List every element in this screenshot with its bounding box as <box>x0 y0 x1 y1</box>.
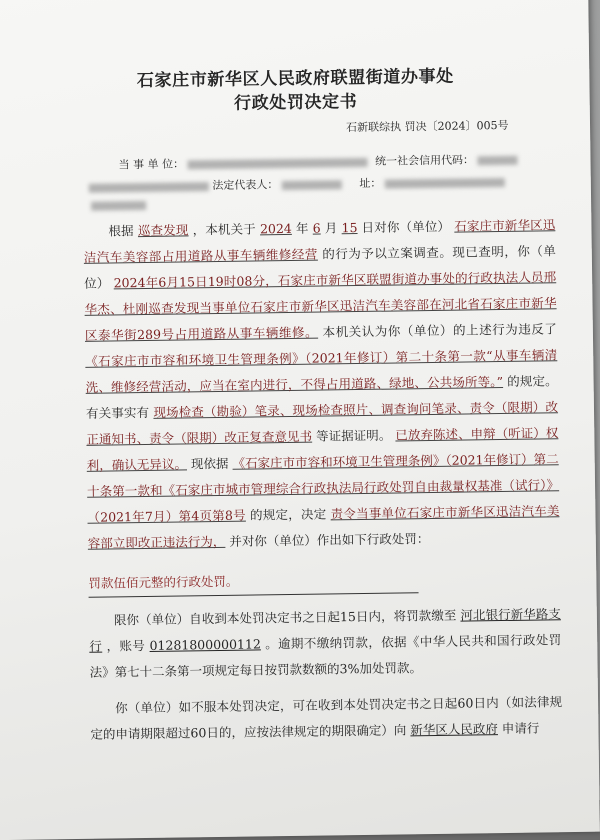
hearing-waiver: 已放弃陈述、申辩（听证）权利，确认无异议。 <box>86 425 559 473</box>
payment-bank: 河北银行新华路支行 <box>89 606 561 654</box>
redacted-credit-code <box>477 155 517 165</box>
redacted-address <box>385 177 505 188</box>
filing-month: 6 <box>312 220 321 236</box>
review-authority: 新华区人民政府 <box>410 721 498 738</box>
investigation-facts: 2024年6月15日19时08分，石家庄市新华区联盟街道办事处的行政执法人员邢华杰、杜刚巡查发现当事单位石家庄市新华区迅洁汽车美容部在河北省石家庄市新华区泰华街289号占用道路从事车辆维修。 <box>84 269 557 343</box>
legal-basis: 《石家庄市市容和环境卫生管理条例》（2021年修订）第二十条第一款和《石家庄市城市管理综合行政执法局行政处罚自由裁量权基准（试行）》（2021年7月）第4页第8号 <box>86 451 560 525</box>
appeal-paragraph: 你（单位）如不服本处罚决定，可在收到本处罚决定书之日起60日内（如法律规定的申请期限超过60日的，应按法律规定的期限确定）向 新华区人民政府 申请行 <box>90 694 563 742</box>
redacted-legal-rep <box>282 180 342 190</box>
document-type-title: 行政处罚决定书 <box>233 92 358 114</box>
evidence-list: 现场检查（勘验）笔录、现场检查照片、调查询问笔录、责令（限期）改正通知书、责令（限期）改正复查意见书 <box>86 399 559 447</box>
filing-year: 2024 <box>259 220 292 237</box>
legal-rep-label: 法定代表人： <box>212 178 279 193</box>
document-issuer-title: 石家庄市新华区人民政府联盟街道办事处 <box>136 66 454 92</box>
decision-body <box>83 212 562 748</box>
party-unit-label: 当 事 单 位： <box>118 157 185 172</box>
findings-paragraph: 根据 巡查发现 ，本机关于 2024 年 6 月 15 日对你（单位） 石家庄市新华区迅洁汽车美容部占用道路从事车辆维修经营 的行为予以立案调查。现已查明，你（单位） 2024年6月15日19时08分，石家庄市新华区联盟街道办事处的行政执法人员邢华杰、杜刚巡查发现当事单位石家庄市新华区迅洁汽车美容部在河北省石家庄市新华区泰华街289号占用道路从事车辆维修。 本机关认为你（单位）的上述行为违反了 《石家庄市市容和环境卫生管理条例》（2021年修订）第二十条第一款“从事车辆清洗、维修经营活动，应当在室内进行，不得占用道路、绿地、公共场所等。” 的规定。有关事实有 现场检查（勘验）笔录、现场检查照片、调查询问笔录、责令（限期）改正通知书、责令（限期）改正复查意见书 等证据证明。 已放弃陈述、申辩（听证）权利，确认无异议。 现依据 《石家庄市市容和环境卫生管理条例》（2021年修订）第二十条第一款和《石家庄市城市管理综合行政执法局行政处罚自由裁量权基准（试行）》（2021年7月）第4页第8号 的规定，决定 责令当事单位石家庄市新华区迅洁汽车美容部立即改正违法行为， 并对你（单位）作出如下行政处罚： <box>83 217 560 551</box>
redacted-address-cont <box>91 200 146 210</box>
correction-order: 责令当事单位石家庄市新华区迅洁汽车美容部立即改正违法行为， <box>87 503 560 551</box>
redacted-credit-code-cont <box>89 182 209 193</box>
document-number: 石新联综执 罚决〔2024〕005号 <box>345 118 509 135</box>
redacted-party-name <box>187 157 367 169</box>
credit-code-label: 统一社会信用代码： <box>374 153 475 168</box>
case-source: 巡查发现 <box>137 222 189 239</box>
party-rep-row <box>89 173 505 195</box>
filing-day: 15 <box>341 220 358 236</box>
bank-account-number: 01281800000112 <box>149 636 261 653</box>
payment-paragraph: 限你（单位）自收到本处罚决定书之日起15日内，将罚款缴至 河北银行新华路支行 ，账号 01281800000112 。逾期不缴纳罚款，依据《中华人民共和国行政处罚法》第七十二条第一项规定每日按罚款数额的3%加处罚款。 <box>89 606 562 680</box>
violated-regulation: 《石家庄市市容和环境卫生管理条例》（2021年修订）第二十条第一款“从事车辆清洗、维修经营活动，应当在室内进行，不得占用道路、绿地、公共场所等。” <box>85 347 558 395</box>
address-label: 址： <box>359 176 382 190</box>
party-unit-row <box>118 151 517 173</box>
party-address-row <box>91 198 146 212</box>
violation-description: 石家庄市新华区迅洁汽车美容部占用道路从事车辆维修经营 <box>83 217 556 265</box>
penalty-amount: 罚款伍佰元整的行政处罚。 <box>88 566 418 598</box>
